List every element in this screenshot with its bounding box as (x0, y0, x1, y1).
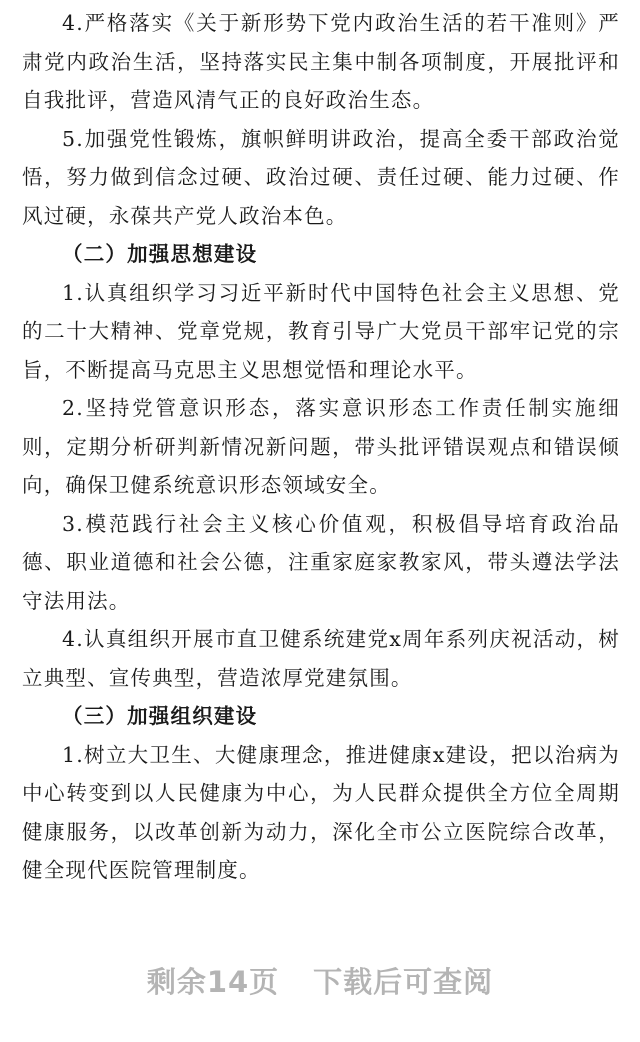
paragraph-core-values: 3.模范践行社会主义核心价值观，积极倡导培育政治品德、职业道德和社会公德，注重家庭家教家风，带头遵法学法守法用法。 (22, 511, 620, 613)
paragraph-study-thought: 1.认真组织学习习近平新时代中国特色社会主义思想、党的二十大精神、党章党规，教育引导广大党员干部牢记党的宗旨，不断提高马克思主义思想觉悟和理论水平。 (22, 280, 620, 382)
section-heading-organizational-building: （三）加强组织建设 (62, 704, 258, 728)
paragraph-ideology-management: 2.坚持党管意识形态，落实意识形态工作责任制实施细则，定期分析研判新情况新问题，带头批评错误观点和错误倾向，确保卫健系统意识形态领域安全。 (22, 396, 620, 497)
document-body (0, 4, 640, 890)
remaining-pages-label: 剩余14页 (146, 964, 280, 999)
paragraph-party-spirit-training: 5.加强党性锻炼，旗帜鲜明讲政治，提高全委干部政治觉悟，努力做到信念过硬、政治过硬、责任过硬、能力过硬、作风过硬，永葆共产党人政治本色。 (22, 126, 620, 228)
paragraph-health-concept: 1.树立大卫生、大健康理念，推进健康x建设，把以治病为中心转变到以人民健康为中心，为人民群众提供全方位全周期健康服务，以改革创新为动力，深化全市公立医院综合改革，健全现代医院管理制度。 (22, 742, 620, 882)
section-heading-ideological-building: （二）加强思想建设 (62, 242, 258, 266)
download-to-view-label[interactable]: 下载后可查阅 (313, 964, 494, 999)
paragraph-anniversary-activities: 4.认真组织开展市直卫健系统建党x周年系列庆祝活动，树立典型、宣传典型，营造浓厚党建氛围。 (22, 627, 620, 690)
download-prompt-footer[interactable] (0, 958, 640, 1002)
paragraph-party-life-norms: 4.严格落实《关于新形势下党内政治生活的若干准则》严肃党内政治生活，坚持落实民主集中制各项制度，开展批评和自我批评，营造风清气正的良好政治生态。 (22, 11, 620, 112)
